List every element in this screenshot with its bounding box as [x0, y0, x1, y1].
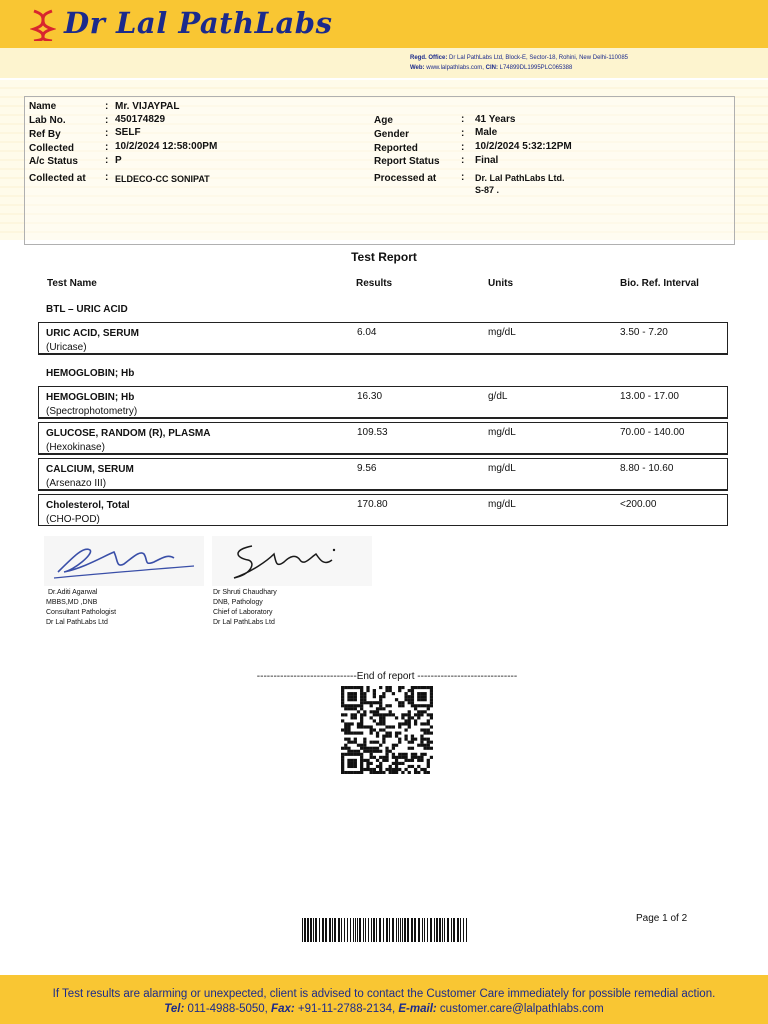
header-results: Results	[356, 278, 393, 289]
web-address: www.lalpathlabs.com,	[426, 65, 484, 71]
reported-value: 10/2/2024 5:32:12PM	[475, 141, 572, 152]
gender-value: Male	[475, 127, 498, 138]
test-method: (Arsenazo III)	[46, 478, 107, 489]
footer-bar	[0, 975, 768, 1024]
collected-at-label: Collected at	[29, 173, 86, 184]
section-title-hemoglobin: HEMOGLOBIN; Hb	[46, 368, 135, 379]
processed-at-value: Dr. Lal PathLabs Ltd.	[475, 173, 565, 183]
section-title-uric-acid: BTL – URIC ACID	[46, 304, 128, 315]
gender-label: Gender	[374, 129, 410, 140]
signatory-2-name: Dr Shruti Chaudhary	[213, 589, 277, 596]
signature-image-shruti	[212, 536, 372, 586]
header-units: Units	[488, 278, 513, 289]
barcode-icon	[302, 918, 470, 942]
signatory-1-name: Dr.Aditi Agarwal	[48, 589, 98, 596]
header-bar	[0, 0, 768, 48]
test-result: 109.53	[357, 427, 388, 438]
test-method: (Hexokinase)	[46, 442, 105, 453]
footer-notice: If Test results are alarming or unexpected, client is advised to contact the Customer Care immediately for possible remedial action.	[52, 988, 716, 1000]
test-name: CALCIUM, SERUM	[46, 464, 134, 475]
cin-value: L74899DL1995PLC065388	[499, 65, 573, 71]
signatory-1-title: Consultant Pathologist	[46, 609, 117, 616]
collected-at-value: ELDECO-CC SONIPAT	[115, 174, 210, 184]
test-unit: mg/dL	[488, 427, 516, 438]
fax-label: Fax:	[271, 1003, 295, 1015]
test-ref-interval: 13.00 - 17.00	[620, 391, 679, 402]
result-row	[38, 458, 728, 491]
qr-code-icon	[341, 686, 433, 774]
test-name: HEMOGLOBIN; Hb	[46, 392, 135, 403]
lab-no-value: 450174829	[115, 114, 166, 125]
test-result: 6.04	[357, 327, 377, 338]
footer-contacts	[0, 1003, 768, 1015]
office-address: Dr Lal PathLabs Ltd, Block-E, Sector-18, Rohini, New Delhi-110085	[449, 55, 628, 61]
report-title: Test Report	[351, 250, 417, 264]
test-result: 170.80	[357, 499, 388, 510]
header-ref-interval: Bio. Ref. Interval	[620, 278, 699, 289]
test-method: (Uricase)	[46, 342, 87, 353]
test-unit: g/dL	[488, 391, 508, 402]
test-ref-interval: 70.00 - 140.00	[620, 427, 685, 438]
brand-logo-text: Dr Lal PathLabs	[64, 6, 333, 40]
test-ref-interval: <200.00	[620, 499, 657, 510]
test-result: 16.30	[357, 391, 383, 402]
fax-value: +91-11-2788-2134,	[294, 1003, 399, 1015]
signatory-2-org: Dr Lal PathLabs Ltd	[213, 619, 275, 626]
test-unit: mg/dL	[488, 463, 516, 474]
test-name: URIC ACID, SERUM	[46, 328, 139, 339]
signatory-1-degree: MBBS,MD ,DNB	[46, 599, 98, 606]
signatory-2-title: Chief of Laboratory	[213, 609, 273, 616]
tel-label: Tel:	[164, 1003, 185, 1015]
test-unit: mg/dL	[488, 499, 516, 510]
patient-info-box: Name : Mr. VIJAYPAL Lab No. : 450174829 Ref By : SELF Collected : 10/2/2024 12:58:00PM A/c Status : P Collected at : ELDECO-CC SONIPAT Age : 41 Years Gender : Male Reported : 10/2/2024 5:32:12PM Report Status : Final Processed at : Dr. Lal PathLabs Ltd. S-87 .	[24, 96, 735, 245]
test-unit: mg/dL	[488, 327, 516, 338]
cin-label: CIN:	[485, 65, 498, 71]
signatory-2-degree: DNB, Pathology	[213, 599, 263, 606]
web-label: Web:	[410, 65, 425, 71]
processed-at-address: S-87 .	[475, 185, 500, 195]
ref-by-label: Ref By	[29, 129, 61, 140]
signatory-2	[213, 588, 277, 628]
office-label: Regd. Office:	[410, 55, 448, 61]
reported-label: Reported	[374, 143, 418, 154]
end-of-report: ------------------------------End of report ------------------------------	[256, 671, 518, 682]
page-number: Page 1 of 2	[636, 913, 688, 924]
email-value: customer.care@lalpathlabs.com	[436, 1003, 604, 1015]
age-value: 41 Years	[475, 114, 516, 125]
test-name: Cholesterol, Total	[46, 500, 130, 511]
processed-at-label: Processed at	[374, 173, 437, 184]
result-row	[38, 386, 728, 419]
ac-status-label: A/c Status	[29, 156, 78, 167]
test-method: (CHO-POD)	[46, 514, 100, 525]
signature-image-aditi	[44, 536, 204, 586]
test-method: (Spectrophotometry)	[46, 406, 138, 417]
office-info	[410, 53, 628, 73]
report-status-label: Report Status	[374, 156, 440, 167]
subheader-band	[0, 48, 768, 78]
signatory-1	[46, 588, 116, 628]
test-ref-interval: 8.80 - 10.60	[620, 463, 674, 474]
test-name: GLUCOSE, RANDOM (R), PLASMA	[46, 428, 211, 439]
age-label: Age	[374, 115, 393, 126]
ref-by-value: SELF	[115, 127, 141, 138]
result-row	[38, 422, 728, 455]
test-ref-interval: 3.50 - 7.20	[620, 327, 668, 338]
collected-label: Collected	[29, 143, 75, 154]
result-row	[38, 322, 728, 355]
header-test-name: Test Name	[47, 278, 97, 289]
lab-no-label: Lab No.	[29, 115, 66, 126]
dna-logo-icon	[30, 9, 56, 41]
tel-value: 011-4988-5050,	[184, 1003, 272, 1015]
email-label: E-mail:	[398, 1003, 437, 1015]
report-status-value: Final	[475, 155, 499, 166]
result-row	[38, 494, 728, 526]
ac-status-value: P	[115, 155, 122, 166]
name-value: Mr. VIJAYPAL	[115, 101, 180, 112]
name-label: Name	[29, 101, 57, 112]
signatory-1-org: Dr Lal PathLabs Ltd	[46, 619, 108, 626]
collected-value: 10/2/2024 12:58:00PM	[115, 141, 218, 152]
test-result: 9.56	[357, 463, 377, 474]
